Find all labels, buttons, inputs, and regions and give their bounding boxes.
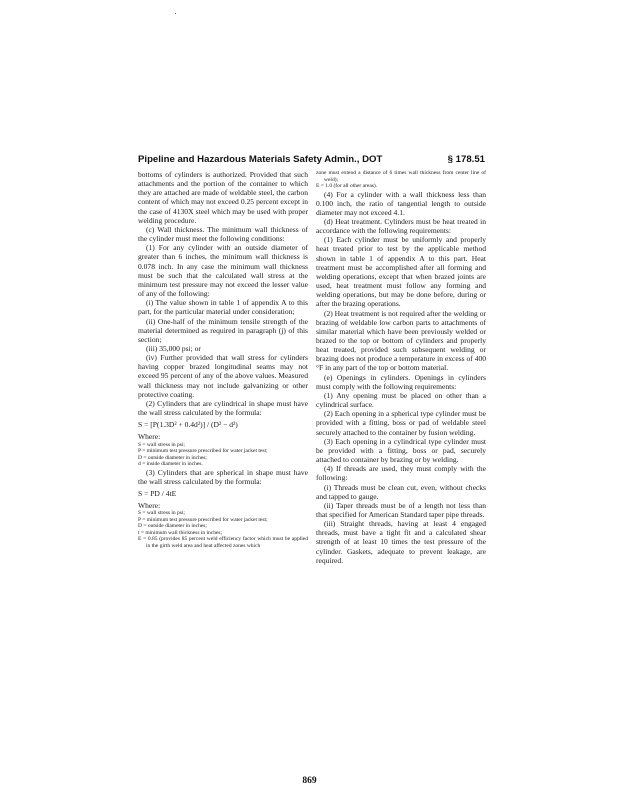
page-number: 869 [302, 776, 317, 786]
header-section: § 178.51 [447, 154, 485, 165]
right-column-paragraph: (i) Threads must be clean cut, even, without checks and tapped to gauge. [316, 482, 486, 501]
right-column-paragraph: E = 1.0 (for all other areas). [316, 183, 378, 189]
running-header [138, 154, 485, 165]
left-column-paragraph: (ii) One-half of the minimum tensile strength of the material determined as required in paragraph (j) of this section; [138, 316, 308, 344]
left-column-paragraph: (i) The value shown in table 1 of appendix A to this part, for the particular material under consideration; [138, 298, 308, 317]
right-column-paragraph: (iii) Straight threads, having at least 4 engaged threads, must have a tight fit and a calculated shear strength of at least 10 times the test pressure of the cylinder. Gaskets, adequate to prevent leakage, are required. [316, 519, 486, 565]
right-column-paragraph: (4) For a cylinder with a wall thickness less than 0.100 inch, the ratio of tangential length to outside diameter may not exceed 4.1. [316, 189, 486, 217]
left-column-paragraph: D = outside diameter in inches; [138, 454, 207, 461]
left-column-paragraph: (2) Cylinders that are cylindrical in shape must have the wall stress calculated by the formula: [138, 398, 308, 418]
left-column-paragraph: (iv) Further provided that wall stress for cylinders having copper brazed longitudinal seams may not exceed 95 percent of any of the above values. Measured wall thickness may not include galvanizing or other protective coating. [138, 353, 308, 399]
right-column-paragraph: (3) Each opening in a cylindrical type cylinder must be provided with a fitting, boss or pad, securely attached to container by brazing or by welding. [316, 436, 486, 465]
left-column-paragraph: S = PD / 4tE [138, 488, 177, 498]
left-column-paragraph: S = [P(1.3D² + 0.4d²)] / (D² − d²) [138, 420, 238, 430]
left-column-paragraph: (c) Wall thickness. The minimum wall thickness of the cylinder must meet the following conditions: [138, 224, 308, 244]
right-column-paragraph: (e) Openings in cylinders. Openings in cylinders must comply with the following requirements: [316, 372, 486, 391]
left-column-paragraph: P = minimum test pressure prescribed for water jacket test; [138, 516, 268, 523]
right-column [316, 170, 486, 565]
header-agency: Pipeline and Hazardous Materials Safety Admin., DOT [138, 154, 383, 165]
left-column-paragraph: Where: [138, 501, 161, 510]
scan-speck [175, 13, 176, 14]
left-column-paragraph: Where: [138, 432, 161, 442]
left-column-paragraph: bottoms of cylinders is authorized. Provided that such attachments and the portion of the container to which they are attached are made of weldable steel, the carbon content of which may not exceed 0.25 percent except in the case of 4130X steel which may be used with proper welding procedure. [138, 170, 308, 225]
left-column-paragraph: t = minimum wall thickness in inches; [138, 529, 223, 536]
left-column-paragraph: (1) For any cylinder with an outside diameter of greater than 6 inches, the minimum wall thickness is 0.078 inch. In any case the minimum wall thickness must be such that the calculated wall stress at the minimum test pressure may not exceed the lesser value of any of the following: [138, 243, 308, 299]
left-column-paragraph: S = wall stress in psi; [138, 441, 185, 448]
right-column-paragraph: (2) Each opening in a spherical type cylinder must be provided with a fitting, boss or pad of weldable steel securely attached to the container by fusion welding. [316, 409, 486, 437]
right-column-paragraph: (2) Heat treatment is not required after the welding or brazing of weldable low carbon parts to attachments of similar material which have been previously welded or brazed to the top or bottom of cylinders and properly heat treated, provided such subsequent welding or brazing does not produce a temperature in excess of 400 °F in any part of the top or bottom material. [316, 308, 486, 373]
right-column-paragraph: zone must extend a distance of 6 times wall thickness from center line of weld); [316, 170, 486, 183]
right-column-paragraph: (d) Heat treatment. Cylinders must be heat treated in accordance with the following requirements: [316, 216, 486, 236]
left-column-paragraph: S = wall stress in psi; [138, 510, 185, 517]
left-column-paragraph: (3) Cylinders that are spherical in shape must have the wall stress calculated by the formula: [138, 467, 308, 486]
left-column-paragraph: d = inside diameter in inches. [138, 461, 203, 468]
right-column-paragraph: (4) If threads are used, they must comply with the following: [316, 464, 486, 483]
left-column-paragraph: (iii) 35,000 psi; or [146, 343, 201, 353]
right-column-paragraph: (1) Each cylinder must be uniformly and properly heat treated prior to test by the applicable method shown in table 1 of appendix A to this part. Heat treatment must be accomplished after all forming and welding operations, except that when brazed joints are used, heat treatment must follow any forming and welding operations, but may be done before, during or after the brazing operations. [316, 235, 486, 309]
left-column-paragraph: E = 0.85 (provides 85 percent weld efficiency factor which must be applied in the girth weld area and heat affected zones which [138, 536, 308, 549]
left-column-paragraph: D = outside diameter in inches; [138, 523, 207, 530]
right-column-paragraph: (1) Any opening must be placed on other than a cylindrical surface. [316, 390, 486, 410]
left-column [138, 170, 308, 549]
right-column-paragraph: (ii) Taper threads must be of a length not less than that specified for American Standard taper pipe threads. [316, 500, 486, 519]
left-column-paragraph: P = minimum test pressure prescribed for water jacket test; [138, 448, 268, 455]
